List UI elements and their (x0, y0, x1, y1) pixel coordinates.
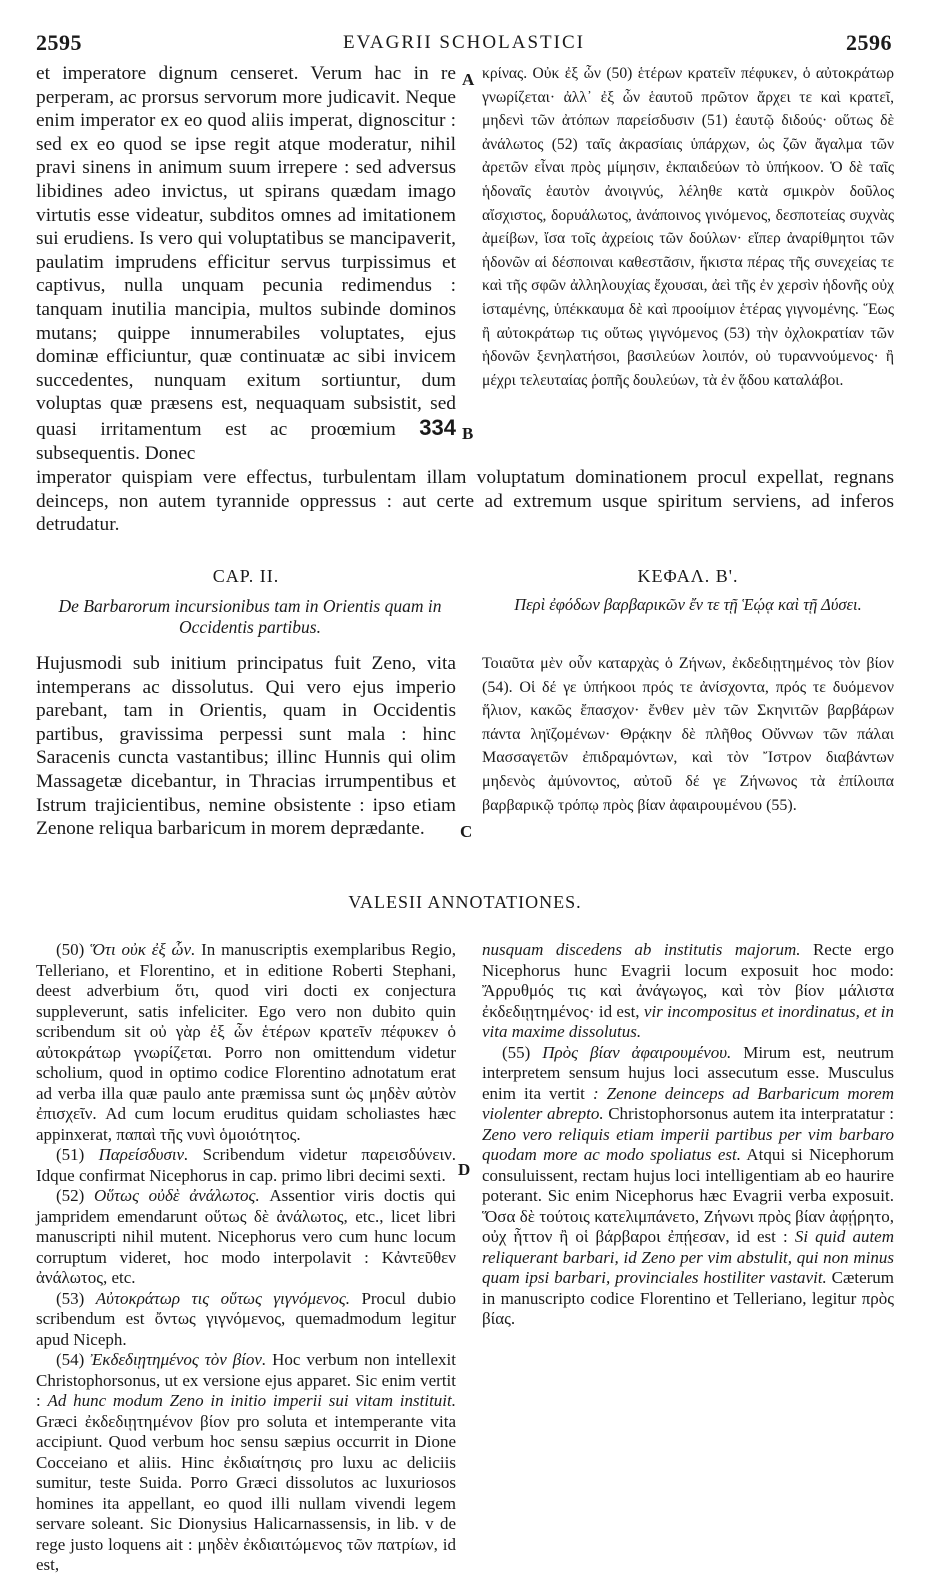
note-50 (36, 940, 456, 1145)
latin-text-tail: imperator quispiam vere effectus, turbulentam illam voluptatum dominationem procul expellat, regnans deinceps, non autem tyrannide oppressus : aut certe ad extremum usque spiritum serviens, ad inferos detrudatur. (36, 467, 894, 536)
note-text: Procul dubio scribendum est ὄντως γιγνόμενος, quemadmodum legitur apud Niceph. (36, 1288, 456, 1349)
note-54 (36, 1350, 456, 1576)
note-number: (53) (56, 1288, 85, 1308)
note-quote: Zeno vero reliquis etiam imperii partibus per vim barbaro quodam more ac modo spoliatus est. (482, 1124, 894, 1164)
note-text: Recte ergo Nicephorus hunc Evagrii locum exposuit hoc modo: Ἄρρυθμός τις καὶ ἀνάγωγος, καὶ τὸν βίον μάλιστα ἐκδεδιῃτημένος· id est, (482, 940, 894, 1021)
note-number: (54) (56, 1350, 85, 1369)
note-54-continued (482, 940, 894, 1043)
greek-text-top: κρίνας. Οὐκ ἐξ ὧν (50) ἑτέρων κρατεῖν πέφυκεν, ὁ αὐτοκράτωρ γνωρίζεται· ἀλλ᾽ ἐξ ὧν ἑαυτοῦ πρῶτον ἄρχει τε καὶ κρατεῖ, μηδενὶ τῶν ἀτόπων παρείσδυσιν (51) ἑαυτῷ διδούς· οὕτως δὲ ἀνάλωτος (52) ταῖς ἀκρασίαις ὑπάρχων, ὡς ζῶν ἄγαλμα τῶν ἀρετῶν εἶναι πρὸς μίμησιν, ἐκπαιδεύων τὸ ὑπήκοον. Ὁ δὲ ταῖς ἡδοναῖς ἑαυτὸν ἀνοιγνύς, λέληθε κατὰ σμικρὸν δοῦλος αἴσχιστος, δορυάλωτος, ἀνάποινος γινόμενος, δεσποτείας συχνὰς ἀμείβων, ἴσα τοῖς ἀχρείοις τῶν δούλων· εἴπερ ἀναρίθμητοι τῶν ἡδονῶν αἱ δέσποιναι καθεστᾶσιν, ἥκιστα πέρας τῆς συνεχείας τε καὶ τῆς σφῶν ἀλληλουχίας ἔχουσαι, ἀεὶ τῆς ἐν χερσὶν ἡδονῆς οὐχ ἱσταμένης, ὑπέκκαυμα δὲ καὶ προοίμιον ἑτέρας γιγνομένης. Ἕως ἢ αὐτοκράτωρ τις οὕτως γιγνόμενος (53) τὴν ὀχλοκρατίαν τῶν ἡδονῶν ξενηλατήσοι, βασιλεύων λοιπόν, οὐ τυραννούμενος· ἢ μέχρι τελευταίας ῥοπῆς δουλεύων, τὰ ἐν ᾅδου καταλάβοι. (482, 65, 894, 389)
note-lemma: Ἐκδεδιῃτημένος τὸν βίον. (90, 1350, 267, 1369)
note-52 (36, 1186, 456, 1289)
note-number: (55) (502, 1042, 531, 1062)
margin-letter-b: B (462, 424, 474, 443)
latin-text-top-b: subsequentis. Donec (36, 442, 196, 464)
note-text: Assentior viris doctis qui jampridem emendarunt οὕτως δὲ ἀνάλωτος, etc., licet libri manuscripti nihil mutent. Nicephorus vero cum hunc locum corruptum videret, hoc modo interpolavit : Κἀντεῦθεν ἀνάλωτος, etc. (36, 1186, 456, 1287)
note-lemma: Παρείσδυσιν. (98, 1145, 189, 1164)
margin-letter-d: D (458, 1160, 471, 1179)
annotations-right-column (482, 940, 894, 1330)
chapter-text-latin: Hujusmodi sub initium principatus fuit Zeno, vita intemperans ac dissolutus. Qui vero ejus imperio parebant, tam in Orientis, quam in Occidentis partibus, gravissima perpessi sunt mala : hinc Saracenis cuncta vastantibus; illinc Hunnis qui olim Massagetæ dicebantur, in Thracias irrumpentibus et Istrum trajicientibus, nemine obsistente : ipso etiam Zenone reliqua barbaricum in morem deprædante. (36, 653, 456, 840)
note-number: (51) (56, 1145, 85, 1164)
note-text: Mirum est, neutrum interpretem sensum hujus loci assecutum esse. Musculus enim ita vertit (482, 1042, 895, 1103)
note-text: Scribendum videtur παρεισδύνειν. Idque confirmat Nicephorus in cap. primo libri decimi sexti. (36, 1145, 457, 1185)
chapter-text-greek: Τοιαῦτα μὲν οὖν καταρχὰς ὁ Ζήνων, ἐκδεδιῃτημένος τὸν βίον (54). Οἱ δέ γε ὑπήκοοι πρός τε ἀνίσχοντα, πρός τε δυόμενον ἥλιον, κακῶς ἔπασχον· ἔνθεν μὲν τῶν Σκηνιτῶν βαρβάρων πάντα ληϊζομένων· Θρᾴκην δὲ πλῆθος Οὔννων τῶν πάλαι Μασσαγετῶν ἐπιδραμόντων, καὶ τὸν Ἴστρον διαβάντων μηδενὸς ἀμύνοντος, αὐτοῦ δέ γε Ζήνωνος τὰ ἐπίλοιπα βαρβαρικῷ τρόπῳ πρὸς βίαν ἀφαιρουμένου (55). (482, 655, 894, 814)
note-lemma: Ὅτι οὐκ ἐξ ὧν. (90, 940, 196, 959)
page-number-left: 2595 (36, 30, 82, 55)
running-header (36, 30, 892, 56)
note-text: In manuscriptis exemplaribus Regio, Telleriano, et Florentino, et in editione Roberti Stephani, deest adverbium ὅτι, quod viri docti ex conjectura suppleverunt, satis infeliciter. Ego vero non dubito quin scribendum sit οὐ γὰρ ἐξ ὧν ἑτέρων κρατεῖν πέφυκεν ὁ αὐτοκράτωρ γνωρίζεται. Porro non omittendum videtur scholium, quod in optimo codice Florentino adnotatum erat ad verba illa quæ paulo ante præmissa sunt ὡς μηδὲν αὐτὸν ἐπισχεῖν. Ad cum locum eruditus quidam scholiastes hæc appinxerat, παπαὶ τῆς νυνὶ ὁμοιότητος. (36, 940, 456, 1144)
note-51 (36, 1145, 456, 1186)
note-quote: : Zenone deinceps ad Barbaricum morem violenter abrepto. (482, 1083, 895, 1123)
page-number-right: 2596 (846, 30, 892, 55)
note-number: (52) (56, 1186, 85, 1205)
note-quote: Ad hunc modum Zeno in initio imperii sui vitam instituit. (47, 1391, 456, 1410)
running-title: EVAGRII SCHOLASTICI (343, 32, 585, 53)
note-55 (482, 1043, 894, 1330)
note-number: (50) (56, 940, 85, 959)
note-quote: vir incompositus et inordinatus, et in vita maxime dissolutus. (482, 1001, 895, 1041)
note-text: Græci ἐκδεδιῃτημένον βίον pro soluta et intemperante vita accipiunt. Quod verbum hoc sensu sæpius occurrit in Dione Cocceiano et aliis. Hinc ἐκδιαίτησις pro luxu ac deliciis sumitur, teste Suida. Porro Græci dissolutos ac luxuriosos homines ita appellant, eo quod illi nullam vivendi legem servare soleant. Sic Dionysius Halicarnassensis, in lib. v de rege justo loquens ait : μηδὲν ἐκδιαιτώμενος τῶν πατρίων, id est, (36, 1411, 456, 1574)
note-lemma: Πρὸς βίαν ἀφαιρουμένου. (542, 1042, 732, 1062)
chapter-title-greek: Περὶ ἐφόδων βαρβαρικῶν ἔν τε τῇ Ἑῴᾳ καὶ τῇ Δύσει. (514, 595, 862, 614)
inline-page-number: 334 (419, 414, 456, 440)
note-text: Christophorsonus autem ita interpratatur : (608, 1104, 894, 1123)
chapter-heading-greek: ΚΕΦΑΛ. Β'. (637, 566, 739, 586)
note-text: Hoc verbum non intellexit Christophorsonus, ut ex versione ejus apparet. Sic enim vertit : (36, 1350, 457, 1410)
note-text: Cæterum in manuscripto codice Florentino et Telleriano, legitur πρὸς βίας. (482, 1268, 895, 1328)
note-lemma: Αὐτοκράτωρ τις οὕτως γιγνόμενος. (95, 1288, 350, 1308)
note-quote: nusquam discedens ab institutis majorum. (482, 940, 801, 959)
latin-text-top (36, 62, 456, 465)
margin-letter-c: C (460, 822, 473, 841)
chapter-heading-latin: CAP. II. (212, 566, 280, 586)
annotations-title: VALESII ANNOTATIONES. (348, 892, 582, 912)
latin-text-top-a: et imperatore dignum censeret. Verum hac in re perperam, ac prorsus servorum more judicavit. Neque enim imperator ex eo quod aliis imperat, dignoscitur : sed ex eo quod se ipse regit atque moderatur, nihil pravi sinens in animum suum irrepere : sed adversus libidines adeo invictus, ut spirans quædam imago virtutis esse videatur, subditos omnes ad imitationem sui erudiens. Is vero qui voluptatibus se mancipaverit, paulatim imprudens efficitur servus turpissimus et captivus, nulla unquam pecunia redimendus : tanquam inutilia mancipia, multos subinde dominos mutans; quippe innumerabiles voluptates, ejus dominæ efficiuntur, quæ continuatæ ac sibi invicem succedentes, nunquam exitum sortiuntur, dum voluptas quæ præsens est, nequaquam subsistit, sed quasi irritamentum est ac proœmium (36, 63, 456, 440)
note-53 (36, 1289, 456, 1351)
margin-letter-a: A (462, 70, 475, 89)
annotations-left-column (36, 940, 456, 1576)
note-quote: Si quid autem reliquerant barbari, id Zeno per vim abstulit, qui non minus quam ipsi barbari, provinciales hostiliter vastavit. (482, 1227, 895, 1287)
note-lemma: Οὕτως οὐδὲ ἀνάλωτος. (93, 1186, 260, 1205)
note-text: Atqui si Nicephorum consuluissent, rectam hujus loci intelligentiam ab eo haurire poterant. Sic enim Nicephorus hæc Evagrii verba exposuit. Ὅσα δὲ τούτοις κατελιμπάνετο, Ζήνωνι πρὸς βίαν ἀφῄρητο, οὐχ ἧττον ἢ οἱ βάρβαροι ἐπῄεσαν, id est : (482, 1145, 894, 1246)
chapter-title-latin: De Barbarorum incursionibus tam in Orientis quam in Occidentis partibus. (58, 596, 442, 637)
